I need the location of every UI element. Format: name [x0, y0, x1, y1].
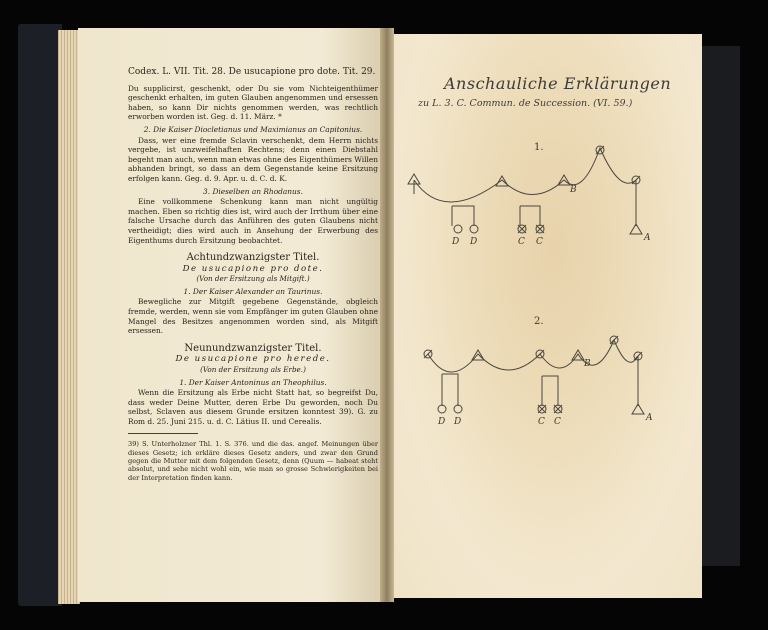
law-heading: 3. Dieselben an Rhodanus. [203, 186, 303, 196]
page-edges [58, 30, 80, 604]
law-heading: 1. Der Kaiser Antoninus an Theophilus. [179, 377, 327, 387]
title-german: (Von der Ersitzung als Erbe.) [200, 365, 306, 375]
label-C: C [538, 417, 545, 427]
law-heading: 2. Die Kaiser Diocletianus und Maximianus an Capitonius. [143, 124, 363, 134]
law-text: Dass, wer eine fremde Sclavin verschenkt, dem Herrn nichts vergebe, ist unzweifelhaften Rechtens; denn einen Diebstahl begeht man auch, wenn man etwas ohne des Eigenthümers Willen abhanden bringt, so dass an dem Gegenstande keine Ersitzung erfolgen kann. Geg. d. 9. Apr. u. d. C. d. K. [128, 135, 378, 183]
footnote: 39) S. Unterholzner Thl. 1. S. 376. und die das. angef. Meinungen über dieses Gesetz; ich erkläre dieses Gesetz anders, und zwar den Grund gegen die Mutter mit dem folgenden Gesetz, denn (Quum — habeat steht absolut, und sehe nicht wohl ein, wie man so grosse Schwierigkeiten bei der Interpretation finden kann. [128, 440, 378, 482]
figure-number: 2. [534, 316, 544, 327]
running-head [128, 68, 378, 78]
diagram-title: Anschauliche Erklärungen [444, 74, 672, 93]
footnote-rule [128, 433, 198, 434]
diagram-subtitle: zu L. 3. C. Commun. de Succession. (VI. 59.) [418, 98, 633, 109]
figure-number: 1. [534, 142, 544, 153]
title-german: (Von der Ersitzung als Mitgift.) [196, 274, 310, 284]
law-text: Eine vollkommene Schenkung kann man nicht ungültig machen. Eben so richtig dies ist, wird auch der Irrthum über eine falsche Ursache durch das Anführen des guten Glaubens nicht vertheidigt; dies wird auch in Ansehung der Erwerbung des Eigenthums durch Ersitzung beobachtet. [128, 197, 378, 245]
label-B: B [570, 185, 577, 195]
intro-paragraph: Du supplicirst, geschenkt, oder Du sie vom Nichteigenthümer geschenkt erhalten, im guten Glauben angenommen und ersessen haben, so kann Dir nichts genommen werden, was rechtlich erworben worden ist. Geg. d. 11. März. * [128, 83, 378, 122]
title-latin: De usucapione pro dote. [182, 263, 324, 274]
law-text: Bewegliche zur Mitgift gegebene Gegenstände, obgleich fremde, werden, wenn sie vom Empfänger im guten Glauben ohne Mangel des Besitzes angenommen worden sind, als Mitgift ersessen. [128, 297, 378, 336]
label-D: D [452, 237, 460, 247]
label-C: C [554, 417, 561, 427]
label-A: A [644, 233, 651, 243]
label-C: C [518, 237, 525, 247]
ancestor-triangle-icon [496, 176, 508, 186]
ancestor-triangle-icon [572, 350, 584, 360]
heir-circle-icon [454, 225, 462, 233]
heir-circle-icon [470, 225, 478, 233]
succession-diagram [392, 34, 702, 598]
title-latin: De usucapione pro herede. [175, 354, 331, 365]
law-heading: 1. Der Kaiser Alexander an Taurinus. [183, 286, 323, 296]
figure-2 [424, 336, 644, 414]
label-D: D [438, 417, 446, 427]
label-D: D [454, 417, 462, 427]
law-text: Wenn die Ersitzung als Erbe nicht Statt hat, so begreifst Du, dass weder Deine Mutter, deren Erbe Du geworden, noch Du selbst, Sclaven aus diesem Grunde ersitzen konntest 39). G. zu Rom d. 25. Juni 215. u. d. C. Lätius II. und Cerealis. [128, 388, 378, 426]
left-page-text [128, 68, 378, 489]
book-cover-right [700, 46, 740, 566]
label-A: A [646, 413, 653, 423]
running-head-text: Codex. L. VII. Tit. 28. De usucapione pro dote. Tit. 29. [128, 67, 376, 77]
figure-1 [408, 146, 642, 234]
label-C: C [536, 237, 543, 247]
label-D: D [470, 237, 478, 247]
title-heading: Neunundzwanzigster Titel. [184, 342, 322, 354]
title-heading: Achtundzwanzigster Titel. [186, 252, 320, 264]
label-B: B [584, 359, 591, 369]
book-cover-left [18, 24, 62, 606]
